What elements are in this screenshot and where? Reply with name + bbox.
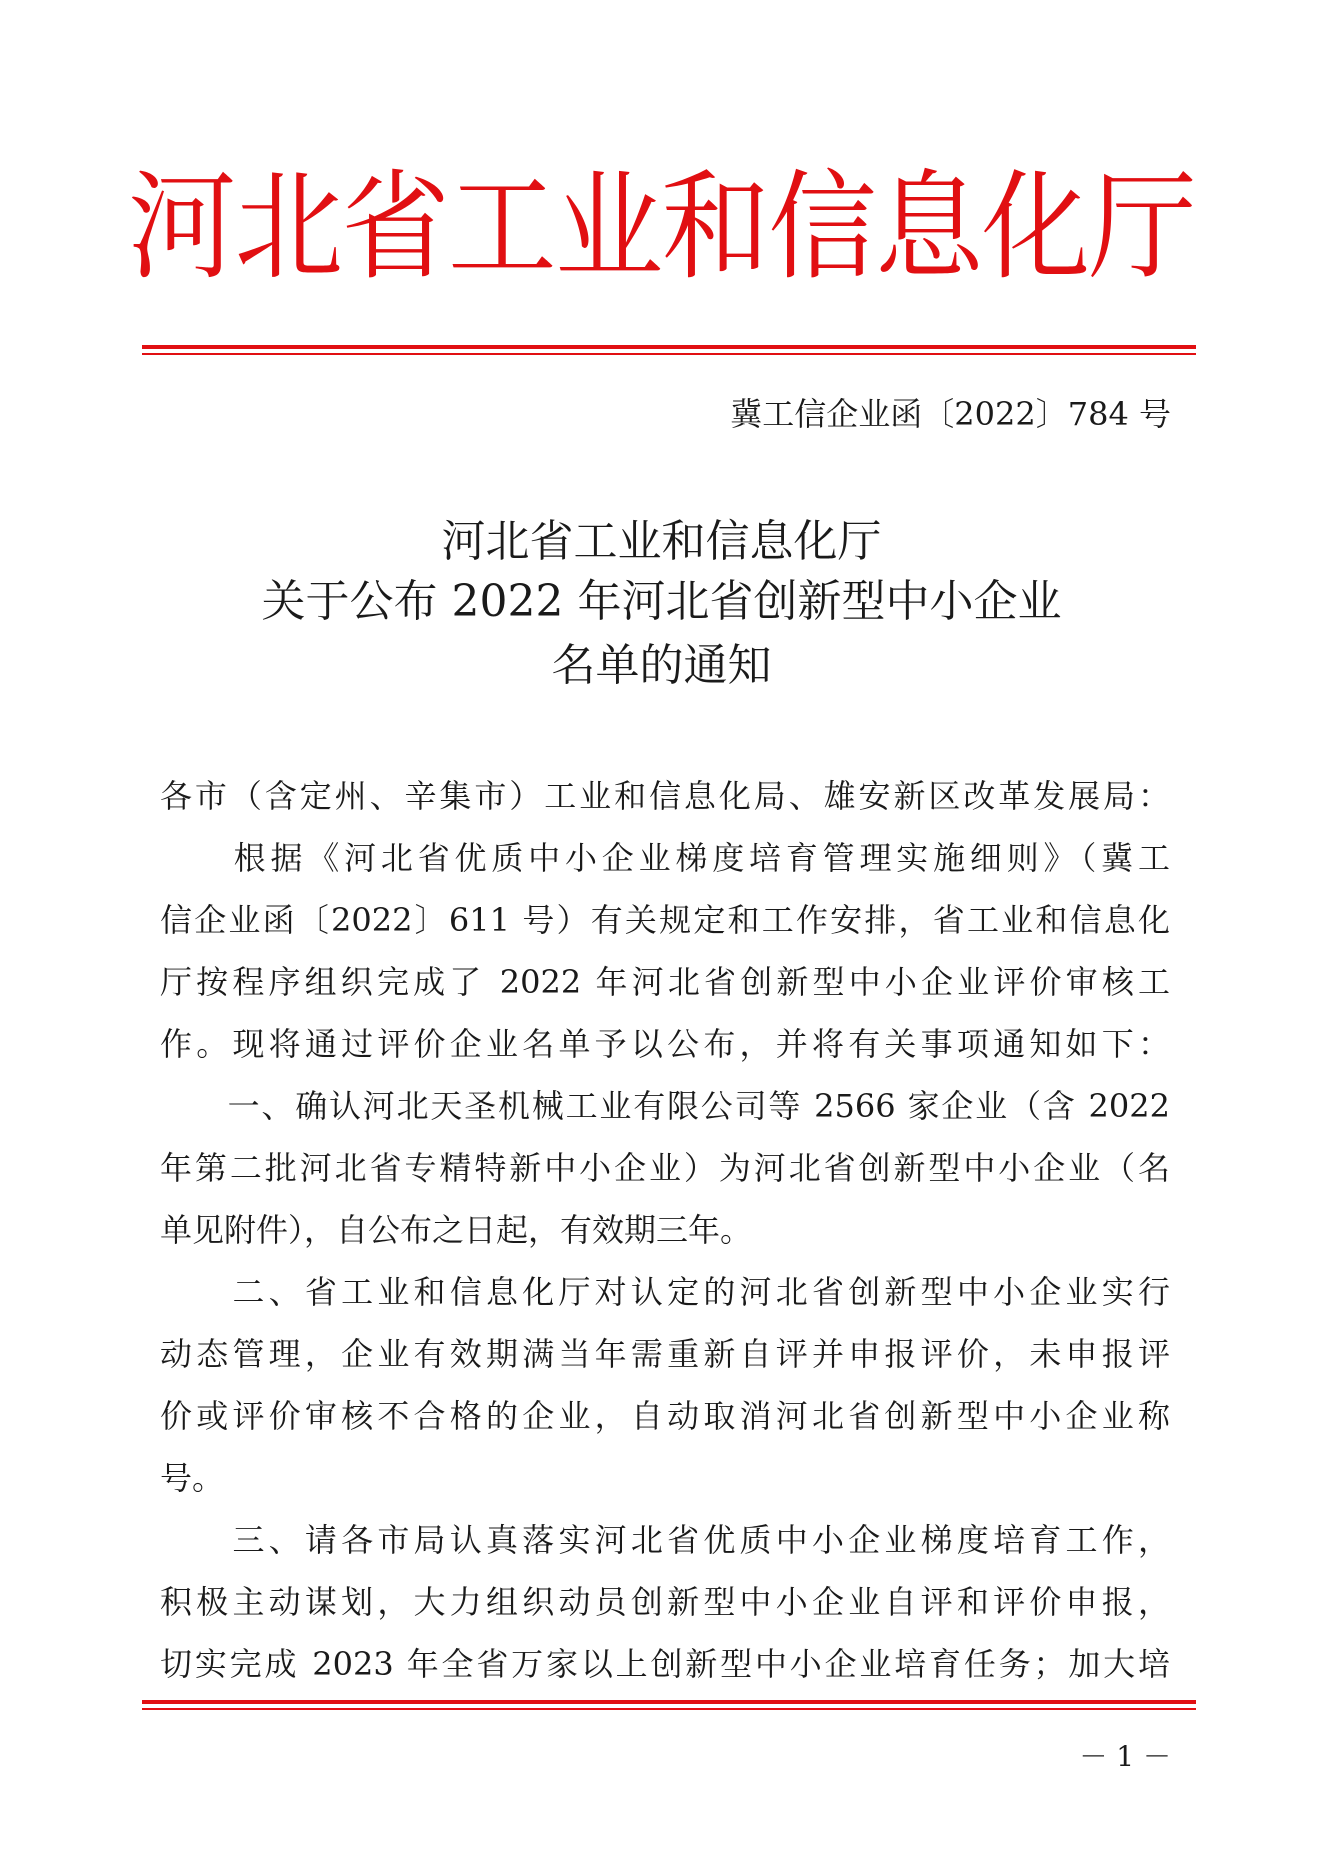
body-line: 积极主动谋划，大力组织动员创新型中小企业自评和评价申报， [160, 1583, 1170, 1621]
body-line: 二、省工业和信息化厅对认定的河北省创新型中小企业实行 [160, 1273, 1170, 1311]
body-line: 一、确认河北天圣机械工业有限公司等 2566 家企业（含 2022 [160, 1087, 1170, 1125]
masthead: 河北省工业和信息化厅 [127, 158, 1196, 296]
body-line: 动态管理，企业有效期满当年需重新自评并申报评价，未申报评 [160, 1335, 1170, 1373]
body-line: 作。现将通过评价企业名单予以公布，并将有关事项通知如下： [160, 1025, 1170, 1063]
body-line: 三、请各市局认真落实河北省优质中小企业梯度培育工作， [160, 1521, 1170, 1559]
document-number: 冀工信企业函〔2022〕784 号 [730, 395, 1171, 433]
title-line-1: 河北省工业和信息化厅 [441, 516, 882, 567]
body-line: 切实完成 2023 年全省万家以上创新型中小企业培育任务；加大培 [160, 1645, 1170, 1683]
page-number: － 1 － [1079, 1740, 1171, 1773]
body-line: 根据《河北省优质中小企业梯度培育管理实施细则》（冀工 [160, 839, 1170, 877]
title-line-3: 名单的通知 [551, 640, 772, 691]
footer-rule-thin [142, 1708, 1196, 1710]
masthead-rule-thin [142, 353, 1196, 355]
footer-rule-thick [142, 1700, 1196, 1704]
body-line: 单见附件），自公布之日起，有效期三年。 [160, 1211, 753, 1249]
title-line-2: 关于公布 2022 年河北省创新型中小企业 [261, 576, 1062, 627]
body-line: 号。 [160, 1459, 225, 1497]
body-line: 各市（含定州、辛集市）工业和信息化局、雄安新区改革发展局： [160, 777, 1170, 815]
body-line: 信企业函〔2022〕611 号）有关规定和工作安排，省工业和信息化 [160, 901, 1170, 939]
body-line: 厅按程序组织完成了 2022 年河北省创新型中小企业评价审核工 [160, 963, 1170, 1001]
body-line: 年第二批河北省专精特新中小企业）为河北省创新型中小企业（名 [160, 1149, 1170, 1187]
masthead-rule-thick [142, 345, 1196, 349]
body-line: 价或评价审核不合格的企业，自动取消河北省创新型中小企业称 [160, 1397, 1170, 1435]
